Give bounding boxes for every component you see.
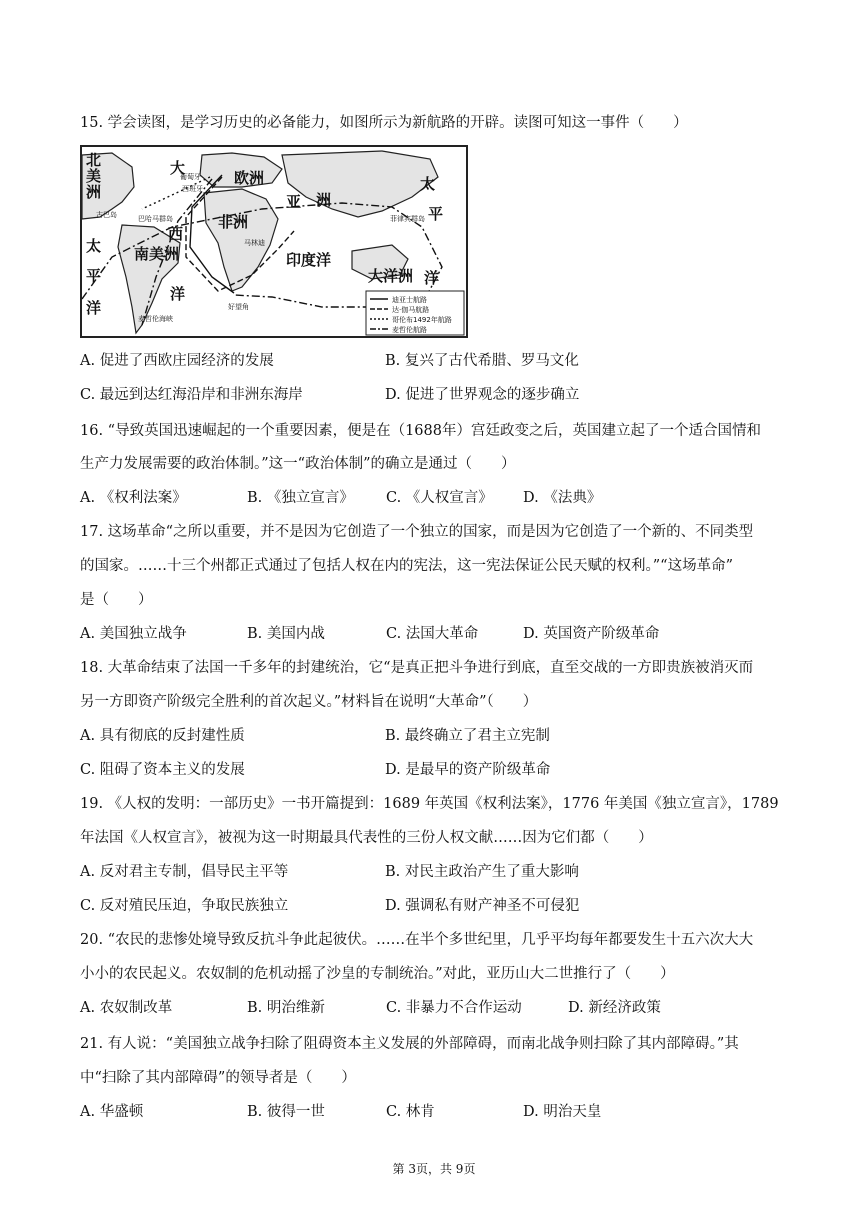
- map-label: 葡萄牙: [180, 173, 201, 181]
- q18-option-c: C. 阻碍了资本主义的发展: [80, 762, 245, 778]
- q15-option-a: A. 促进了西欧庄园经济的发展: [80, 353, 274, 369]
- q20-option-c: C. 非暴力不合作运动: [386, 1000, 522, 1016]
- q17-line-3: 是（ ）: [80, 592, 153, 608]
- q16-line-2: 生产力发展需要的政治体制。”这一“政治体制”的确立是通过（ ）: [80, 456, 516, 472]
- q16-option-a: A. 《权利法案》: [80, 490, 187, 506]
- q21-option-d: D. 明治天皇: [523, 1104, 602, 1120]
- map-label: 欧洲: [234, 169, 265, 187]
- q18-line-1: 18. 大革命结束了法国一千多年的封建统治，它“是真正把斗争进行到底，直至交战的一方即贵族被消灭而: [80, 660, 754, 676]
- q17-option-b: B. 美国内战: [247, 626, 325, 642]
- q16-option-d: D. 《法典》: [523, 490, 602, 506]
- q18-option-a: A. 具有彻底的反封建性质: [80, 728, 245, 744]
- map-label: 太: [86, 237, 102, 255]
- q16-line-1: 16. “导致英国迅速崛起的一个重要因素，便是在（1688年）宫廷政变之后，英国建立起了一个适合国情和: [80, 423, 761, 439]
- q17-option-d: D. 英国资产阶级革命: [523, 626, 660, 642]
- asia-shape: [282, 151, 438, 217]
- q17-line-1: 17. 这场革命“之所以重要，并不是因为它创造了一个独立的国家，而是因为它创造了一个新的、不同类型: [80, 524, 754, 540]
- q16-option-c: C. 《人权宣言》: [386, 490, 493, 506]
- q19-option-a: A. 反对君主专制，倡导民主平等: [80, 864, 289, 880]
- q15-option-d: D. 促进了世界观念的逐步确立: [385, 387, 580, 403]
- map-label: 亚: [286, 193, 302, 211]
- map-label: 麦哲伦海峡: [138, 315, 173, 323]
- q19-line-1: 19. 《人权的发明：一部历史》一书开篇提到：1689 年英国《权利法案》，1776 年美国《独立宣言》，1789: [80, 796, 779, 812]
- q16-option-b: B. 《独立宣言》: [247, 490, 354, 506]
- page-footer: 第 3页，共 9页: [392, 1162, 476, 1176]
- q20-line-2: 小小的农民起义。农奴制的危机动摇了沙皇的专制统治。”对此，亚历山大二世推行了（ ）: [80, 966, 675, 982]
- legend-item: 达·伽马航路: [392, 306, 430, 314]
- q21-option-c: C. 林肯: [386, 1104, 435, 1120]
- map-label: 洋: [86, 299, 102, 317]
- q20-option-b: B. 明治维新: [247, 1000, 325, 1016]
- map-label: 马林迪: [244, 239, 265, 247]
- map-label: 好望角: [228, 303, 249, 311]
- map-label: 美: [86, 167, 102, 185]
- q20-option-a: A. 农奴制改革: [80, 1000, 173, 1016]
- q20-option-d: D. 新经济政策: [568, 1000, 661, 1016]
- q21-option-b: B. 彼得一世: [247, 1104, 325, 1120]
- map-label: 太: [420, 175, 436, 193]
- q15-stem: 15. 学会读图，是学习历史的必备能力，如图所示为新航路的开辟。读图可知这一事件（ ）: [80, 115, 688, 131]
- map-label: 南美洲: [134, 245, 180, 263]
- map-label: 洲: [86, 183, 102, 201]
- legend-item: 迪亚士航路: [392, 296, 427, 304]
- q17-line-2: 的国家。……十三个州都正式通过了包括人权在内的宪法，这一宪法保证公民天赋的权利。”“这场革命”: [80, 558, 733, 574]
- map-legend: [366, 291, 464, 335]
- map-label: 西: [168, 225, 184, 243]
- q17-option-c: C. 法国大革命: [386, 626, 479, 642]
- map-label: 巴哈马群岛: [138, 215, 173, 223]
- q19-option-b: B. 对民主政治产生了重大影响: [385, 864, 579, 880]
- q18-option-d: D. 是最早的资产阶级革命: [385, 762, 551, 778]
- q17-option-a: A. 美国独立战争: [80, 626, 187, 642]
- map-label: 平: [86, 267, 102, 285]
- africa-shape: [204, 189, 278, 291]
- q20-line-1: 20. “农民的悲惨处境导致反抗斗争此起彼伏。……在半个多世纪里，几乎平均每年都要发生十五六次大大: [80, 932, 754, 948]
- q15-option-c: C. 最远到达红海沿岸和非洲东海岸: [80, 387, 303, 403]
- q19-option-d: D. 强调私有财产神圣不可侵犯: [385, 898, 580, 914]
- map-label: 洋: [170, 285, 186, 303]
- q21-option-a: A. 华盛顿: [80, 1104, 144, 1120]
- new-sea-routes-map: [82, 147, 466, 336]
- map-label: 印度洋: [286, 251, 332, 269]
- map-label: 洲: [316, 191, 332, 209]
- map-label: 大洋洲: [368, 267, 414, 285]
- q19-line-2: 年法国《人权宣言》，被视为这一时期最具代表性的三份人权文献……因为它们都（ ）: [80, 830, 653, 846]
- map-label: 平: [428, 205, 444, 223]
- q18-option-b: B. 最终确立了君主立宪制: [385, 728, 550, 744]
- legend-item: 麦哲伦航路: [392, 326, 427, 334]
- q15-option-b: B. 复兴了古代希腊、罗马文化: [385, 353, 579, 369]
- legend-item: 哥伦布1492年航路: [392, 316, 452, 324]
- map-label: 大: [170, 159, 186, 177]
- map-label: 菲律宾群岛: [390, 215, 425, 223]
- q21-line-2: 中“扫除了其内部障碍”的领导者是（ ）: [80, 1070, 356, 1086]
- map-label: 洋: [424, 269, 440, 287]
- map-label: 北: [86, 151, 102, 169]
- map-label: 古巴岛: [96, 211, 117, 219]
- q15-map: [80, 145, 468, 338]
- q19-option-c: C. 反对殖民压迫，争取民族独立: [80, 898, 289, 914]
- q18-line-2: 另一方即资产阶级完全胜利的首次起义。”材料旨在说明“大革命”（ ）: [80, 694, 538, 710]
- map-label: 西班牙: [182, 185, 203, 193]
- q21-line-1: 21. 有人说：“美国独立战争扫除了阻碍资本主义发展的外部障碍，而南北战争则扫除了其内部障碍。”其: [80, 1036, 739, 1052]
- map-label: 非洲: [218, 213, 249, 231]
